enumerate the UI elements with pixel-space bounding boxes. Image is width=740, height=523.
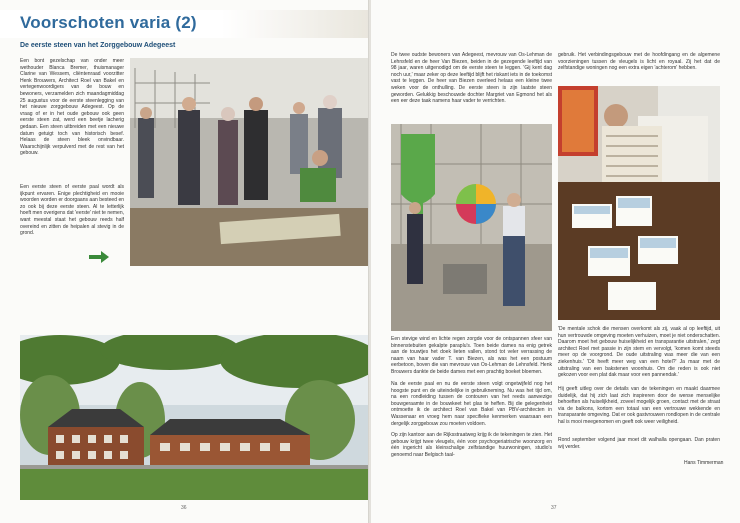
article-title: De eerste steen van het Zorggebouw Adegeest (20, 42, 176, 49)
stone-unveiling-photo (391, 124, 552, 331)
left-col-para1: Een bont gezelschap van onder meer wethouder Blanca Bremer, thuismanager Clarine van Wessem, cliëntenraad voorzitter Henk Brouwers, Architect Roel van Bakel en vertegenwoordigers van de bouw en bewoners, verzamelden zich maandagmiddag 25 augustus voor de eerste steenlegging van het nieuwe zorggebouw Adegeest. Op de vraag of er in het oude gebouw ook geen eerste steen zat, werd een beetje lacherig gedaan. Een steen uitbreiden met een nieuwe datum getuigt toch van historisch besef. Helaas de steen bleek onvindbaar. Waarschijnlijk verpulverd met de rest van het gebouw. (20, 58, 124, 157)
right-col2-top: gebruik. Het verbindingsgebouw met de hoofdingang en de algemene voorzieningen tussen de vleugels is licht en royaal. Zij het dat de zelfstandige woningen nog een extra eigen 'achterom' hebben. (558, 52, 720, 72)
right-col1-para2: Na de eerste paal en nu de eerste steen volgt ongetwijfeld nog het hoogste punt en de uiteindelijke in gebruikneming. Nu was het tijd om, na een rondleiding tussen de contouren van het reeds aanwezige bouwgeraamte in de bouwkeet het glas te heffen. Bij die gelegenheid ontmoette ik de architect Roel van Bakel van PBV-architecten in Wassenaar en vroeg hem naar specifieke kenmerken waarsaan een dergelijk zorggebouw zou moeten voldoen. (391, 381, 552, 427)
right-page (371, 0, 740, 523)
series-title: Voorschoten varia (2) (20, 13, 197, 32)
right-col2-para1: 'De mentale schok die mensen overkomt als zij, vaak al op leeftijd, uit hun vertrouwde omgeving moeten verhuizen, moet je niet onderschatten. Daarom moet het gebouw huiselijkheid en transparantie uitstralen,' zegt architect Roel met passie in zijn stem en vervolgt, 'komen komt steeds meer op de voorgrond. De oude uitstraling was meer die van een ziekenhuis.' 'Dit heeft meer weg van een hotel?' Ja maar met de uitstraling van een bakstenen woonhuis. Om die reden is ook niet gekozen voor een plat dak maar voor een pannendak.' (558, 326, 720, 379)
ceremony-photo (130, 58, 369, 266)
right-col1-top: De twee oudste bewoners van Adegeest, mevrouw van Os-Lehman de Lehnsfeld en de heer Van Biezen, beiden in de gezegende leeftijd van 98 jaar, waren uitgenodigd om de eerste steen te leggen. 'Gij kent dag noch uur,' maar zeker op deze leeftijd blijft het riskant iets in de toekomst vast te leggen. De heer van Biezen overleed helaas een kleine twee weken voor de onthulling. De eerste steen is zijn laatste steen geworden. Gelukkig beschouwde dochter Margriet van Egmond het als een eer deze taak namens haar vader te verrichten. (391, 52, 552, 105)
left-col-para2: Een eerste steen of eerste paal wordt als ijkpunt ervaren. Enige plechtigheid en mooie woorden worden er doorgaans aan besteed en zo ook bij deze eerste steen. Al te letterlijk hoeft men overigens dat 'eerste' niet te nemen, want meestal staat het gebouw reeds half overeind en zitten de heipalen al stevig in de grond. (20, 184, 124, 237)
byline: Hans Timmerman (684, 460, 724, 466)
architect-photo (558, 86, 720, 320)
building-rendering-photo (20, 335, 369, 500)
right-col2-para2: Hij geeft uitleg over de details van de tekeningen en maakt daarmee duidelijk, dat hij zich laat zich inspireren door de wense menselijke behoeften als huiselijkheid, zoveel mogelijk groen, contact met de straat via de balkons, kortom een totaal van een vertrouwe wekkende en transparante omgeving. Dat er ook gastvrouwen rondlopen in de centrale hal is mooi meegenomen en geeft ook weer veiligheid. (558, 386, 720, 425)
page-number-left: 36 (181, 505, 187, 511)
right-col1-para1: Een stevige wind en lichte regen zorgde voor de ontspannen sfeer van binnenstebuiten gekalpte paraplu's. Toen beide dames na enig getrek aan de touwtjes het doek lieten vallen, stond tot veler verrassing de naam van haar vader T. van Biezen, als was het een postuum eerbetoon, boven die van mevrouw van Os-Lehman de Lehnsfeld. Henk Brouwers dankte de beide dames met een prachtig boeket bloemen. (391, 336, 552, 375)
right-col1-para3: Op zijn kantoor aan de Rijksstraatweg krijg ik de tekeningen te zien. Het gebouw krijgt twee vleugels, één voor psychogeriatrische woonzorg en één ingericht als kleinschalige zelfstandige huurwoningen, studio's genoemd naar Belgisch taal- (391, 432, 552, 458)
right-col2-para3: Rond september volgend jaar moet dit walhalla opengaan. Dan praten wij verder. (558, 437, 720, 450)
continue-arrow-icon (88, 250, 110, 264)
left-page (0, 0, 369, 523)
page-number-right: 37 (551, 505, 557, 511)
